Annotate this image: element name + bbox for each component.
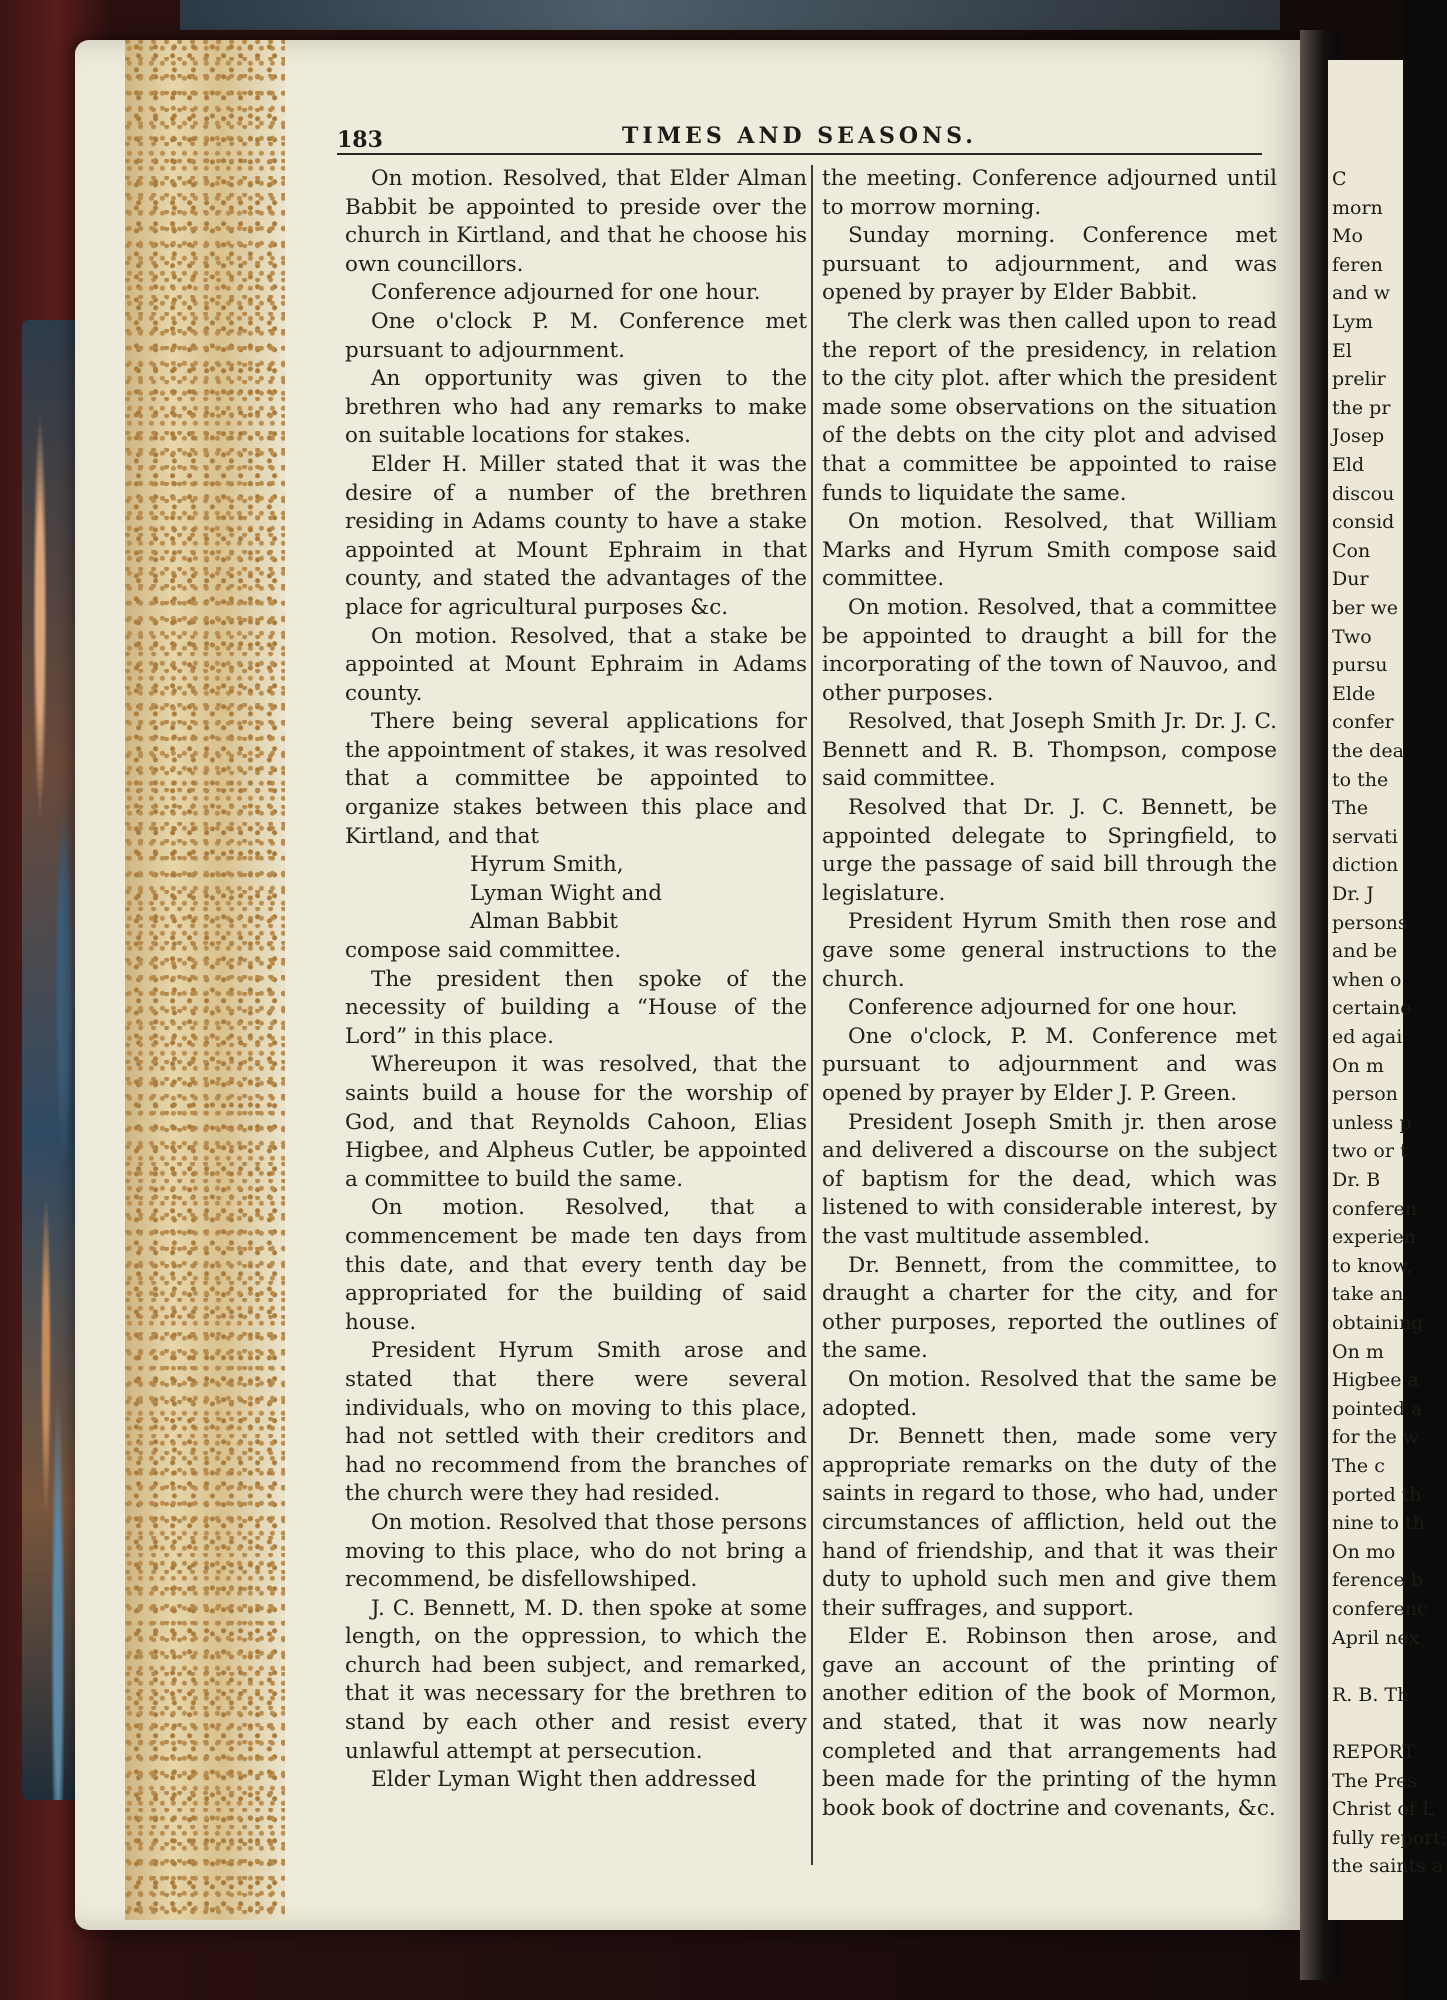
next-page-fragment: El [1332, 339, 1352, 362]
next-page-fragment: ber we [1332, 597, 1399, 619]
next-page-fragment: Dr. B [1332, 1169, 1381, 1191]
paragraph: On motion. Resolved, that a commencement be made ten days from this date, and that every tenth day be appropriated for the building of said house. [345, 1195, 807, 1335]
paragraph: On motion. Resolved, that Elder Alman Babbit be appointed to preside over the church in Kirtland, and that he choose his own councillors. [345, 166, 807, 277]
next-page-fragment: experien [1332, 1226, 1417, 1249]
next-page-fragment: consid [1332, 511, 1395, 534]
next-page-fragment: fully report; [1332, 1826, 1447, 1849]
foxed-page-margin [125, 40, 285, 1920]
next-page-fragment: take an [1332, 1283, 1404, 1306]
next-page-fragment: conferenc [1332, 1598, 1428, 1620]
paragraph: One o'clock, P. M. Conference met pursuant to adjournment and was opened by prayer by Elder J. P. Green. [822, 1023, 1277, 1106]
next-page-fragment: Lym [1332, 311, 1374, 333]
next-page-fragment: diction [1332, 854, 1399, 877]
paragraph: Resolved that Dr. J. C. Bennett, be appointed delegate to Springfield, to urge the passage of said bill through the legislature. [822, 795, 1277, 906]
next-page-edge [1328, 60, 1447, 1920]
next-page-fragment: and be [1332, 940, 1398, 963]
next-page-fragment: prelir [1332, 368, 1386, 391]
paragraph: Resolved, that Joseph Smith Jr. Dr. J. C. Bennett and R. B. Thompson, compose said committee. [822, 709, 1277, 792]
paragraph: President Hyrum Smith arose and stated that there were several individuals, who on moving to this place, had not settled with their creditors and had no recommend from the branches of the church were they had resided. [345, 1338, 807, 1507]
next-page-fragment: the dea [1332, 740, 1404, 762]
paragraph: On motion. Resolved that those persons moving to this place, who do not bring a recommend, be disfellowshiped. [345, 1509, 807, 1593]
next-page-fragment: unless p [1332, 1111, 1412, 1134]
next-page-fragment: and w [1332, 282, 1391, 305]
next-page-fragment: pursu [1332, 654, 1388, 677]
committee-name: Hyrum Smith, [470, 852, 624, 878]
next-page-fragment: Elde [1332, 682, 1376, 705]
next-page-fragment: ported th [1332, 1483, 1422, 1506]
left-column [345, 165, 807, 1795]
next-page-fragment: the pr [1332, 396, 1391, 419]
paragraph: On motion. Resolved that the same be adopted. [822, 1366, 1277, 1421]
paragraph: President Hyrum Smith then rose and gave some general instructions to the church. [822, 909, 1277, 992]
marbled-endpaper [22, 320, 82, 1800]
next-page-fragment: Dr. J [1332, 883, 1374, 905]
next-page-fragment: discou [1332, 482, 1395, 505]
paragraph: Elder E. Robinson then arose, and gave an account of the printing of another edition of the book of Mormon, and stated, that it was now nearly completed and that arrangements had been made for the printing of the hymn book book of doctrine and covenants, &c. [822, 1624, 1277, 1821]
paragraph: J. C. Bennett, M. D. then spoke at some length, on the oppression, to which the church had been subject, and remarked, that it was necessary for the brethren to stand by each other and resist every unlawful attempt at persecution. [345, 1595, 807, 1764]
next-page-fragment: pointed a [1332, 1397, 1423, 1420]
paragraph: On motion. Resolved, that William Marks and Hyrum Smith compose said committee. [822, 509, 1277, 592]
next-page-fragment: Con [1332, 539, 1371, 562]
next-page-fragment: obtaining [1332, 1312, 1424, 1334]
next-page-fragment: Mo [1332, 225, 1363, 248]
paragraph: The president then spoke of the necessity of building a “House of the Lord” in this place. [345, 966, 807, 1049]
next-page-fragment: Eld [1332, 454, 1365, 476]
committee-name: Alman Babbit [470, 909, 618, 935]
paragraph: An opportunity was given to the brethren who had any remarks to make on suitable locations for stakes. [345, 366, 807, 449]
committee-names [470, 851, 807, 937]
next-page-fragment: On mo [1332, 1540, 1396, 1563]
marbled-top-edge [180, 0, 1280, 30]
paragraph: Conference adjourned for one hour. [371, 280, 761, 306]
paragraph: The clerk was then called upon to read the report of the presidency, in relation to the city plot. after which the president made some observations on the situation of the debts on the city plot and advised that a committee be appointed to raise funds to liquidate the same. [822, 308, 1277, 506]
next-page-fragment: to the [1332, 768, 1389, 791]
paragraph: There being several applications for the appointment of stakes, it was resolved that a committee be appointed to organize stakes between this place and Kirtland, and that [345, 709, 807, 849]
paragraph: Elder H. Miller stated that it was the desire of a number of the brethren residing in Adams county to have a stake appointed at Mount Ephraim in that county, and stated the advantages of the place for agricultural purposes &c. [345, 451, 807, 620]
column-rule [811, 165, 813, 1865]
next-page-fragment: On m [1332, 1340, 1384, 1363]
paragraph: Elder Lyman Wight then addressed [371, 1767, 757, 1793]
next-page-fragment: morn [1332, 196, 1383, 219]
next-page-fragment: ed agai [1332, 1026, 1403, 1048]
next-page-fragment: confer [1332, 711, 1394, 734]
paragraph: Conference adjourned for one hour. [848, 995, 1238, 1021]
next-page-fragment: April nex [1332, 1626, 1420, 1649]
next-page-fragment: for the w [1332, 1426, 1420, 1449]
running-head: TIMES AND SEASONS. [622, 123, 977, 149]
next-page-fragment: The c [1332, 1455, 1385, 1477]
next-page-fragment: two or t [1332, 1140, 1408, 1163]
next-page-fragment: the saints a [1332, 1855, 1444, 1878]
next-page-fragment: Christ of L [1332, 1798, 1435, 1821]
next-page-fragment: when o [1332, 968, 1402, 991]
paragraph: Dr. Bennett then, made some very appropriate remarks on the duty of the saints in regard to those, who had, under circumstances of affliction, held out the hand of friendship, and that it was their duty to uphold such men and give them their suffrages, and support. [822, 1424, 1277, 1621]
next-page-fragment: C [1332, 168, 1347, 190]
page-header [337, 123, 1262, 155]
next-page-fragment: The Pres [1332, 1769, 1418, 1792]
next-page-fragment: On m [1332, 1054, 1384, 1077]
paragraph: One o'clock P. M. Conference met pursuant to adjournment. [345, 308, 807, 363]
paragraph: Sunday morning. Conference met pursuant to adjournment, and was opened by prayer by Elder Babbit. [822, 223, 1277, 306]
paragraph: compose said committee. [345, 938, 622, 964]
paragraph: Whereupon it was resolved, that the saints build a house for the worship of God, and that Reynolds Cahoon, Elias Higbee, and Alpheus Cutler, be appointed a committee to build the same. [345, 1052, 807, 1192]
next-page-fragment: certaine [1332, 997, 1412, 1020]
paragraph: On motion. Resolved, that a committee be appointed to draught a bill for the incorporating of the town of Nauvoo, and other purposes. [822, 594, 1277, 706]
paragraph: the meeting. Conference adjourned until to morrow morning. [822, 166, 1277, 220]
paragraph: President Joseph Smith jr. then arose and delivered a discourse on the subject of baptism for the dead, which was listened to with considerable interest, by the vast multitude assembled. [822, 1109, 1277, 1249]
next-page-fragment: conferen [1332, 1197, 1418, 1220]
next-page-fragment: ference b [1332, 1569, 1423, 1592]
next-page-fragment: Higbee a [1332, 1369, 1419, 1392]
next-page-fragment: to know, [1332, 1254, 1413, 1277]
next-page-fragment: person [1332, 1083, 1398, 1106]
next-page-fragment: Two [1332, 625, 1372, 648]
paragraph: Dr. Bennett, from the committee, to draught a charter for the city, and for other purposes, reported the outlines of the same. [822, 1252, 1277, 1364]
committee-name: Lyman Wight and [470, 880, 663, 906]
next-page-fragment: feren [1332, 253, 1383, 276]
next-page-fragment: Dur [1332, 568, 1369, 591]
right-column [822, 165, 1277, 1823]
next-page-fragment: servati [1332, 825, 1398, 848]
page-number: 183 [337, 127, 383, 153]
next-page-fragment: R. B. Th [1332, 1683, 1410, 1706]
next-page-fragment: nine to th [1332, 1512, 1425, 1535]
next-page-fragment: Josep [1332, 425, 1385, 448]
paragraph: On motion. Resolved, that a stake be appointed at Mount Ephraim in Adams county. [345, 623, 807, 706]
next-page-fragment: The [1332, 797, 1369, 820]
next-page-fragment: REPORT [1332, 1741, 1416, 1763]
next-page-fragment: persons [1332, 911, 1408, 934]
